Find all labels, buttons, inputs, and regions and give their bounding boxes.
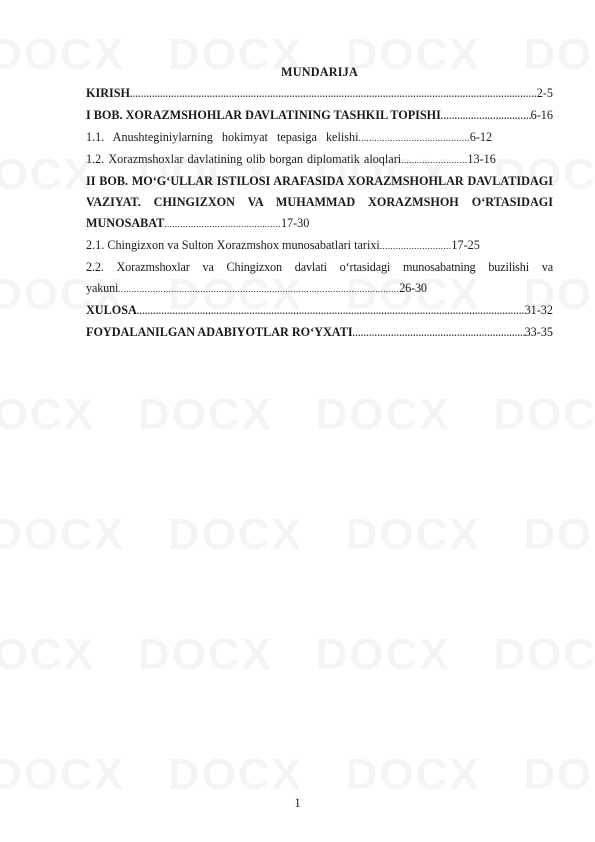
toc-title: MUNDARIJA: [281, 65, 358, 79]
dot-leader: ..........................................................................................................: [118, 284, 400, 294]
toc-entry-pages: 26-30: [399, 281, 427, 295]
dot-leader: ..........................................: [358, 133, 470, 143]
toc-entry-pages: 2-5: [536, 86, 553, 100]
dot-leader: [441, 106, 531, 127]
toc-entry-pages: 33-35: [524, 325, 553, 339]
toc-entry-pages: 17-30: [280, 216, 310, 230]
toc-entry-xulosa[interactable]: [86, 300, 553, 322]
toc-entry-text: 2.1. Chingizxon va Sulton Xorazmshox munosabatlari tarixi: [86, 238, 380, 252]
table-of-contents: [86, 62, 553, 344]
page-number: 1: [294, 796, 301, 810]
toc-entry-section-2-2[interactable]: [86, 257, 553, 300]
toc-entry-section-1-2[interactable]: [86, 149, 553, 171]
toc-entry-pages: 6-12: [469, 130, 493, 144]
toc-entry-text: I BOB. XORAZMSHOHLAR DAVLATINING TASHKIL TOPISHI: [86, 108, 441, 122]
toc-entry-pages: 6-16: [530, 108, 553, 122]
toc-entry-pages: 13-16: [467, 152, 496, 166]
toc-entry-references[interactable]: [86, 322, 553, 344]
dot-leader: [137, 301, 525, 322]
toc-entry-section-1-1[interactable]: [86, 127, 553, 149]
toc-entry-text: 1.2. Xorazmshoxlar davlatining olib borgan diplomatik aloqlari: [86, 152, 402, 166]
toc-entry-text: KIRISH: [86, 86, 131, 100]
toc-entry-text: 2.2. Xorazmshoxlar va Chingizxon davlati o‘rtasidagi munosabatning buzilishi va yakuni: [86, 260, 553, 295]
dot-leader: ...........................: [379, 241, 452, 251]
toc-entry-section-2-1[interactable]: [86, 235, 553, 257]
toc-entry-text: XULOSA: [86, 303, 137, 317]
toc-entry-pages: 31-32: [524, 303, 553, 317]
toc-entry-pages: 17-25: [451, 238, 480, 252]
toc-entry-kirish[interactable]: [86, 83, 553, 105]
toc-entry-chapter-1[interactable]: [86, 105, 553, 127]
dot-leader: .........................: [401, 155, 468, 165]
dot-leader: ............................................: [164, 219, 281, 229]
dot-leader: [353, 323, 525, 344]
toc-entry-text: II BOB. MO‘G‘ULLAR ISTILOSI ARAFASIDA XORAZMSHOHLAR DAVLATIDAGI VAZIYAT. CHINGIZXON VA MUHAMMAD XORAZMSHOH O‘RTASIDAGI MUNOSABAT: [86, 174, 553, 230]
dot-leader: [130, 84, 537, 105]
toc-entry-text: FOYDALANILGAN ADABIYOTLAR RO‘YXATI: [86, 325, 353, 339]
toc-entry-text: 1.1. Anushteginiylarning hokimyat tepasiga kelishi: [86, 130, 359, 144]
toc-entry-chapter-2[interactable]: [86, 171, 553, 235]
